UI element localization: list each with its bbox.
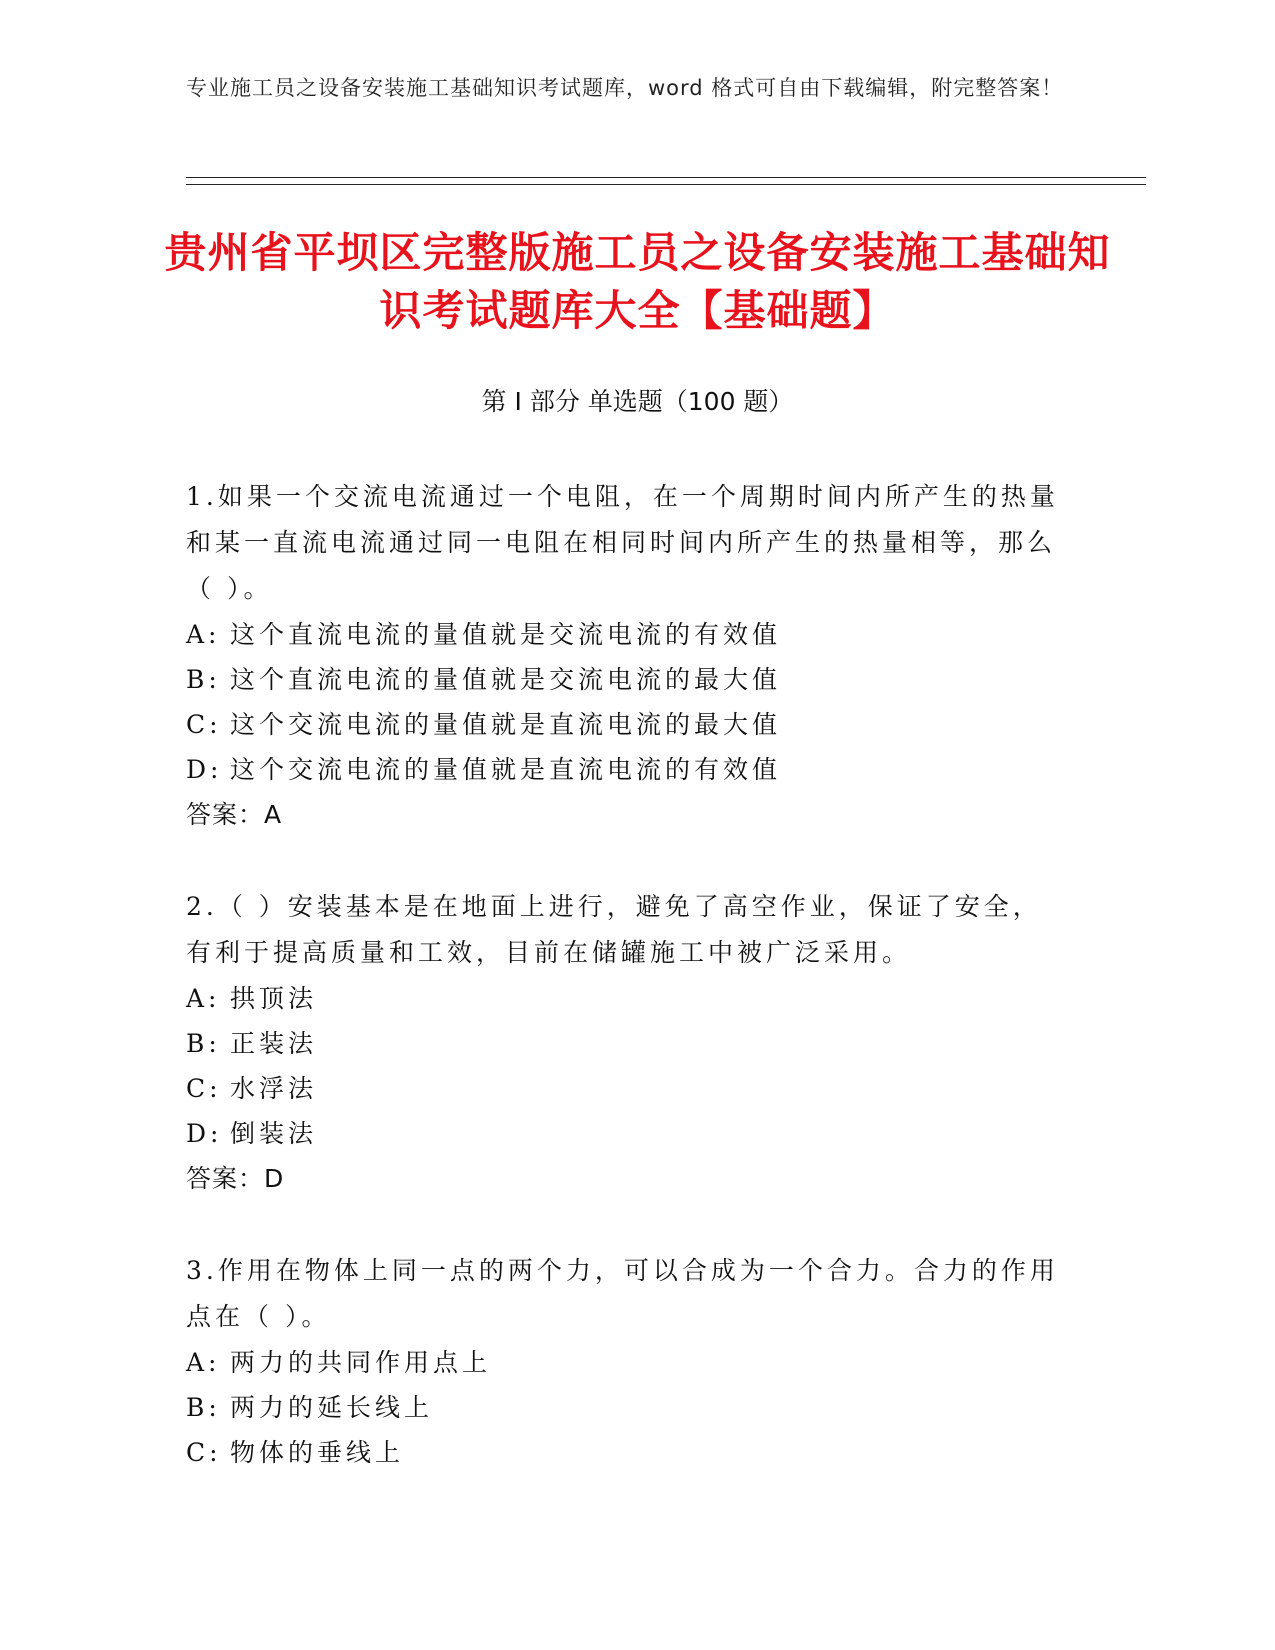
option-key: B: bbox=[186, 1029, 221, 1058]
option-d bbox=[186, 747, 1066, 792]
option-text: 这个交流电流的量值就是直流电流的有效值 bbox=[230, 755, 782, 784]
header-divider-bottom bbox=[186, 184, 1146, 185]
option-key: B: bbox=[186, 1393, 221, 1422]
option-key: C: bbox=[186, 1074, 222, 1103]
option-key: A: bbox=[186, 1348, 221, 1377]
option-key: D: bbox=[186, 755, 223, 784]
header-divider-top bbox=[186, 177, 1146, 178]
option-d bbox=[186, 1111, 1066, 1156]
option-text: 水浮法 bbox=[230, 1074, 318, 1103]
question-stem: 3.作用在物体上同一点的两个力，可以合成为一个合力。合力的作用点在（ ）。 bbox=[186, 1256, 1059, 1331]
document-title: 贵州省平坝区完整版施工员之设备安装施工基础知识考试题库大全【基础题】 bbox=[164, 228, 1111, 335]
option-text: 两力的共同作用点上 bbox=[230, 1348, 492, 1377]
option-key: B: bbox=[186, 665, 221, 694]
option-text: 拱顶法 bbox=[230, 984, 318, 1013]
option-key: A: bbox=[186, 984, 221, 1013]
option-text: 两力的延长线上 bbox=[230, 1393, 434, 1422]
option-text: 正装法 bbox=[230, 1029, 318, 1058]
option-key: C: bbox=[186, 1438, 222, 1467]
option-key: C: bbox=[186, 710, 222, 739]
question-stem: 1.如果一个交流电流通过一个电阻，在一个周期时间内所产生的热量和某一直流电流通过同一电阻在相同时间内所产生的热量相等，那么（ ）。 bbox=[186, 482, 1059, 603]
option-text: 这个交流电流的量值就是直流电流的最大值 bbox=[230, 710, 782, 739]
option-a bbox=[186, 612, 1066, 657]
option-text: 物体的垂线上 bbox=[230, 1438, 405, 1467]
header-note: 专业施工员之设备安装施工基础知识考试题库，word 格式可自由下载编辑，附完整答案！ bbox=[186, 76, 1064, 100]
option-c bbox=[186, 702, 1066, 747]
option-a bbox=[186, 1340, 1066, 1385]
option-b bbox=[186, 1385, 1066, 1430]
section-title: 第 I 部分 单选题（100 题） bbox=[481, 387, 794, 416]
option-b bbox=[186, 657, 1066, 702]
option-text: 这个直流电流的量值就是交流电流的有效值 bbox=[230, 620, 782, 649]
question-3 bbox=[186, 1248, 1066, 1475]
question-1 bbox=[186, 474, 1066, 838]
option-c bbox=[186, 1430, 1066, 1475]
question-2 bbox=[186, 884, 1066, 1202]
question-list bbox=[186, 474, 1066, 1521]
answer: 答案：A bbox=[186, 800, 283, 829]
option-text: 倒装法 bbox=[230, 1119, 318, 1148]
option-b bbox=[186, 1021, 1066, 1066]
answer: 答案：D bbox=[186, 1164, 285, 1193]
option-c bbox=[186, 1066, 1066, 1111]
option-text: 这个直流电流的量值就是交流电流的最大值 bbox=[230, 665, 782, 694]
option-key: D: bbox=[186, 1119, 223, 1148]
option-key: A: bbox=[186, 620, 221, 649]
option-a bbox=[186, 976, 1066, 1021]
question-stem: 2.（ ）安装基本是在地面上进行，避免了高空作业，保证了安全，有利于提高质量和工效，目前在储罐施工中被广泛采用。 bbox=[186, 892, 1042, 967]
